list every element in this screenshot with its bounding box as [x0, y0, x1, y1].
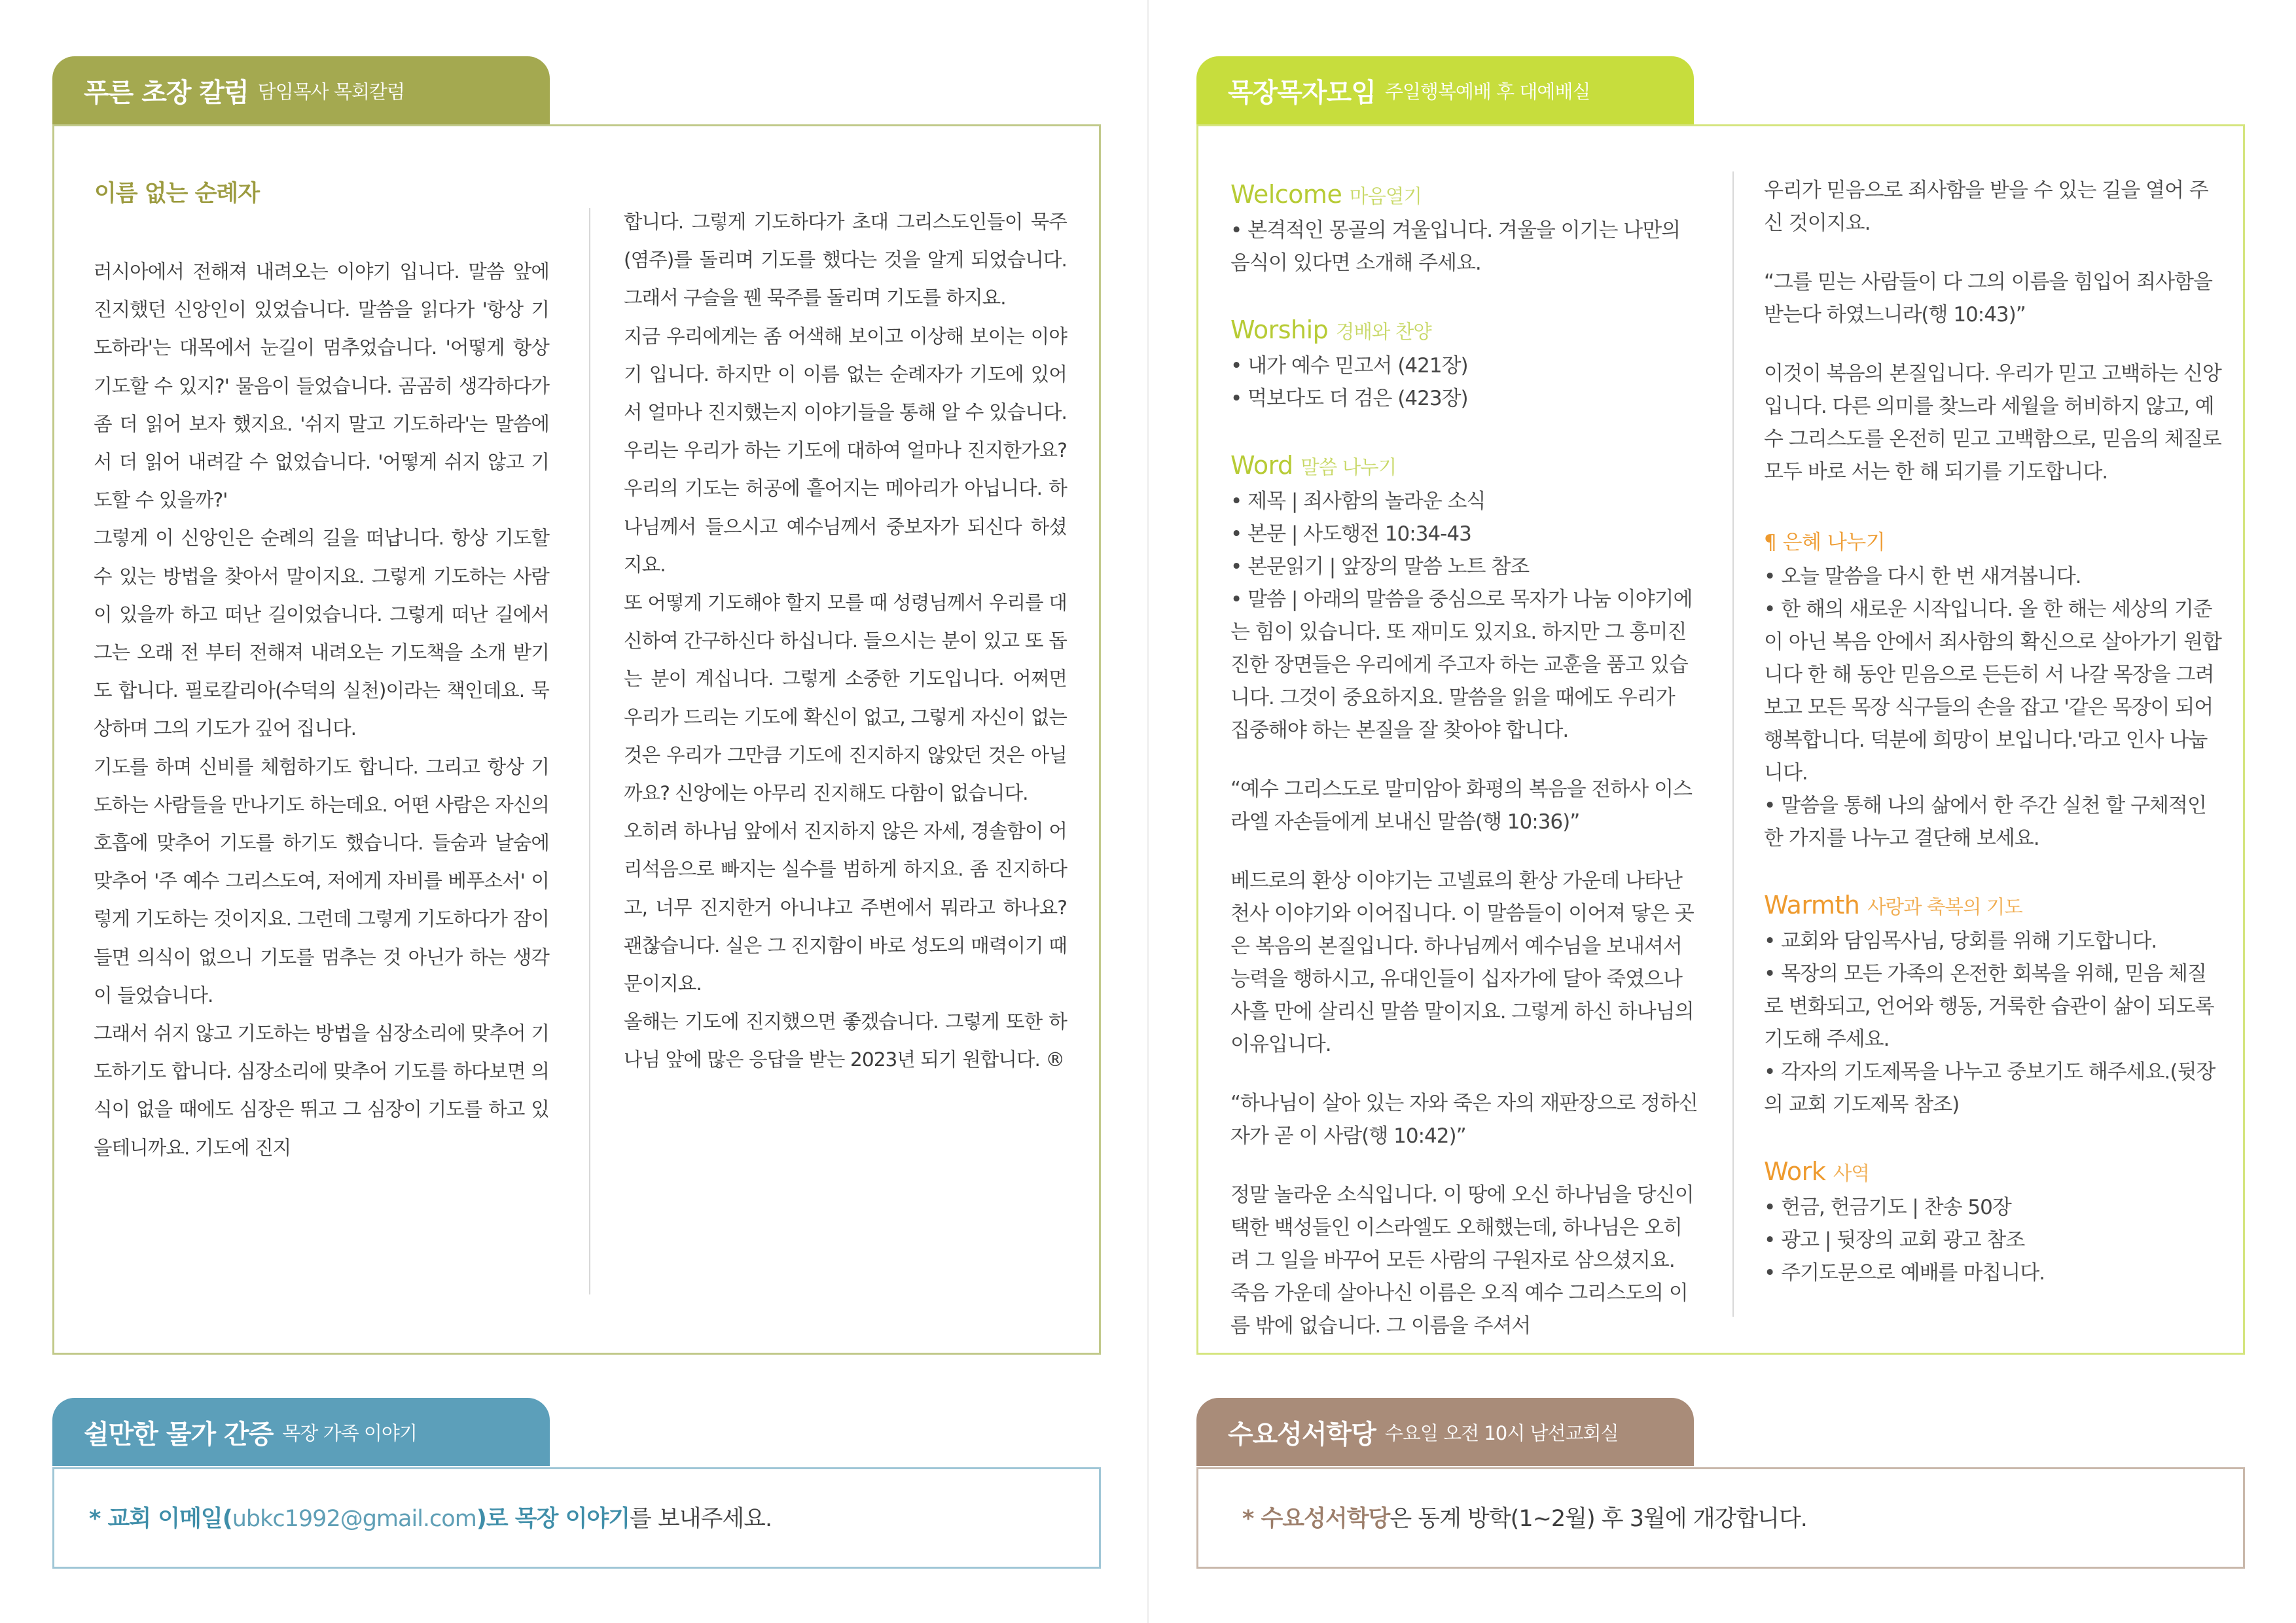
mokjang-column-2 [1764, 174, 2222, 1289]
mokjang-title: 목장목자모임 [1228, 77, 1376, 108]
work-item: • 헌금, 헌금기도 | 찬송 50장 [1764, 1196, 2011, 1219]
article-paragraph: 또 어떻게 기도해야 할지 모를 때 성령님께서 우리를 대신하여 간구하신다 하십니다. 들으시는 분이 있고 또 돕는 분이 계십니다. 그렇게 소중한 기도입니다. 어쩌면 우리가 드리는 기도에 확신이 없고, 그렇게 자신이 없는 것은 우리가 그만큼 기도에 진지하지 않았던 것은 아닐까요? 신앙에는 아무리 진지해도 다함이 없습니다. [624, 592, 1067, 805]
testimony-title: 쉴만한 물가 간증 [84, 1419, 274, 1450]
article-paragraph: 지금 우리에게는 좀 어색해 보이고 이상해 보이는 이야기 입니다. 하지만 이 이름 없는 순례자가 기도에 있어서 얼마나 진지했는지 이야기들을 통해 알 수 있습니다. 우리는 우리가 하는 기도에 대하여 얼마나 진지한가요? 우리의 기도는 허공에 흩어지는 메아리가 아닙니다. 하나님께서 들으시고 예수님께서 중보자가 되신다 하셨지요. [624, 325, 1067, 576]
word-item: • 말씀 | 아래의 말씀을 중심으로 목자가 나눔 이야기에는 힘이 있습니다. 또 재미도 있지요. 하지만 그 흥미진진한 장면들은 우리에게 주고자 하는 교훈을 품고 있습니다. 그것이 중요하지요. 말씀을 읽을 때에도 우리가 집중해야 하는 본질을 잘 찾아야 합니다. [1230, 588, 1693, 742]
article-paragraph: 합니다. 그렇게 기도하다가 초대 그리스도인들이 묵주(염주)를 돌리며 기도를 했다는 것을 알게 되었습니다. 그래서 구슬을 꿴 묵주를 돌리며 기도를 하지요. [624, 211, 1067, 310]
pastor-column-tab [52, 56, 550, 124]
work-item: • 주기도문으로 예배를 마칩니다. [1764, 1261, 2045, 1285]
word-paragraph: 이것이 복음의 본질입니다. 우리가 믿고 고백하는 신앙입니다. 다른 의미를 찾느라 세월을 허비하지 않고, 예수 그리스도를 온전히 믿고 고백함으로, 믿음의 체질로 모두 바로 서는 한 해 되기를 기도합니다. [1764, 362, 2221, 484]
scripture-quote: “그를 믿는 사람들이 다 그의 이름을 힘입어 죄사함을 받는다 하였느니라(행 10:43)” [1764, 270, 2212, 327]
worship-item: • 먹보다도 더 검은 (423장) [1230, 387, 1468, 410]
column-divider [1732, 171, 1734, 1317]
article-paragraph: 올해는 기도에 진지했으면 좋겠습니다. 그렇게 또한 하나님 앞에 많은 응답을 받는 2023년 되기 원합니다. ® [624, 1010, 1067, 1071]
grace-heading: ¶ 은혜 나누기 [1764, 531, 1886, 554]
word-heading: Word 말씀 나누기 [1230, 451, 1397, 480]
grace-item: • 오늘 말씀을 다시 한 번 새겨봅니다. [1764, 565, 2081, 588]
scripture-quote: “하나님이 살아 있는 자와 죽은 자의 재판장으로 정하신 자가 곧 이 사람(행 10:42)” [1230, 1092, 1698, 1148]
mokjang-subtitle: 주일행복예배 후 대예배실 [1384, 80, 1590, 103]
page-fold-divider [1147, 0, 1149, 1623]
mokjang-column-1 [1230, 177, 1698, 1342]
wednesday-subtitle: 수요일 오전 10시 남선교회실 [1384, 1421, 1619, 1444]
work-item: • 광고 | 뒷장의 교회 광고 참조 [1764, 1228, 2025, 1252]
article-paragraph: 그래서 쉬지 않고 기도하는 방법을 심장소리에 맞추어 기도하기도 합니다. 심장소리에 맞추어 기도를 하다보면 의식이 없을 때에도 심장은 뛰고 그 심장이 기도를 하고 있을테니까요. 기도에 진지 [94, 1022, 549, 1159]
wednesday-note: * 수요성서학당은 동계 방학(1~2월) 후 3월에 개강합니다. [1242, 1506, 1807, 1532]
warmth-item: • 교회와 담임목사님, 당회를 위해 기도합니다. [1764, 929, 2157, 953]
testimony-tab [52, 1398, 550, 1466]
worship-item: • 내가 예수 믿고서 (421장) [1230, 354, 1468, 378]
word-paragraph: 정말 놀라운 소식입니다. 이 땅에 오신 하나님을 당신이 택한 백성들인 이스라엘도 오해했는데, 하나님은 오히려 그 일을 바꾸어 모든 사람의 구원자로 삼으셨지요. 죽음 가운데 살아나신 이름은 오직 예수 그리스도의 이름 밖에 없습니다. 그 이름을 주셔서 [1230, 1183, 1694, 1338]
article-paragraph: 오히려 하나님 앞에서 진지하지 않은 자세, 경솔함이 어리석음으로 빠지는 실수를 범하게 하지요. 좀 진지하다고, 너무 진지한거 아니냐고 주변에서 뭐라고 하나요? 괜찮습니다. 실은 그 진지함이 바로 성도의 매력이기 때문이지요. [624, 820, 1067, 995]
article-paragraph: 그렇게 이 신앙인은 순례의 길을 떠납니다. 항상 기도할 수 있는 방법을 찾아서 말이지요. 그렇게 기도하는 사람이 있을까 하고 떠난 길이었습니다. 그렇게 떠난 길에서 그는 오래 전 부터 전해져 내려오는 기도책을 소개 받기도 합니다. 필로칼리아(수덕의 실천)이라는 책인데요. 묵상하며 그의 기도가 깊어 집니다. [94, 527, 549, 740]
wednesday-bible-tab [1196, 1398, 1694, 1466]
word-item: • 제목 | 죄사함의 놀라운 소식 [1230, 490, 1486, 513]
article-paragraph: 기도를 하며 신비를 체험하기도 합니다. 그리고 항상 기도하는 사람들을 만나기도 하는데요. 어떤 사람은 자신의 호흡에 맞추어 기도를 하기도 했습니다. 들숨과 날숨에 맞추어 '주 예수 그리스도여, 저에게 자비를 베푸소서' 이렇게 기도하는 것이지요. 그런데 그렇게 기도하다가 잠이 들면 의식이 없으니 기도를 멈추는 것 아닌가 하는 생각이 들었습니다. [94, 755, 549, 1007]
word-paragraph: 우리가 믿음으로 죄사함을 받을 수 있는 길을 열어 주신 것이지요. [1764, 179, 2208, 235]
pastor-column-subtitle: 담임목사 목회칼럼 [257, 80, 405, 103]
work-heading: Work 사역 [1764, 1157, 1869, 1186]
article-column-1 [94, 253, 549, 1167]
pastor-column-title: 푸른 초장 칼럼 [84, 77, 249, 108]
article-paragraph: 러시아에서 전해져 내려오는 이야기 입니다. 말씀 앞에 진지했던 신앙인이 있었습니다. 말씀을 읽다가 '항상 기도하라'는 대목에서 눈길이 멈추었습니다. '어떻게 항상 기도할 수 있지?' 물음이 들었습니다. 곰곰히 생각하다가 좀 더 읽어 보자 했지요. '쉬지 말고 기도하라'는 말씀에서 더 읽어 내려갈 수 없었습니다. '어떻게 쉬지 않고 기도할 수 있을까?' [94, 260, 549, 512]
wednesday-title: 수요성서학당 [1228, 1419, 1376, 1450]
scripture-quote: “예수 그리스도로 말미암아 화평의 복음을 전하사 이스라엘 자손들에게 보내신 말씀(행 10:36)” [1230, 777, 1692, 834]
welcome-heading: Welcome 마음열기 [1230, 180, 1422, 209]
mokjang-meeting-tab [1196, 56, 1694, 124]
grace-item: • 한 해의 새로운 시작입니다. 올 한 해는 세상의 기준이 아닌 복음 안에서 죄사함의 확신으로 살아가기 원합니다 한 해 동안 믿음으로 든든히 서 나갈 목장을 그려보고 모든 목장 식구들의 손을 잡고 '같은 목장이 되어 행복합니다. 덕분에 희망이 보입니다.'라고 인사 나눕니다. [1764, 597, 2221, 785]
church-email-link[interactable]: ubkc1992@gmail.com [232, 1506, 476, 1532]
welcome-item: • 본격적인 몽골의 겨울입니다. 겨울을 이기는 나만의 음식이 있다면 소개해 주세요. [1230, 219, 1681, 275]
testimony-note: * 교회 이메일(ubkc1992@gmail.com)로 목장 이야기를 보내주세요. [89, 1506, 772, 1532]
warmth-item: • 목장의 모든 가족의 온전한 회복을 위해, 믿음 체질로 변화되고, 언어와 행동, 거룩한 습관이 삶이 되도록 기도해 주세요. [1764, 962, 2214, 1051]
worship-heading: Worship 경배와 찬양 [1230, 315, 1431, 344]
word-item: • 본문읽기 | 앞장의 말씀 노트 참조 [1230, 555, 1530, 579]
word-item: • 본문 | 사도행전 10:34-43 [1230, 522, 1471, 546]
word-paragraph: 베드로의 환상 이야기는 고넬료의 환상 가운데 나타난 천사 이야기와 이어집니다. 이 말씀들이 이어져 닿은 곳은 복음의 본질입니다. 하나님께서 예수님을 보내셔서 능력을 행하시고, 유대인들이 십자가에 달아 죽였으나 사흘 만에 살리신 말씀 말이지요. 그렇게 하신 하나님의 이유입니다. [1230, 869, 1694, 1056]
column-divider [589, 208, 590, 1294]
warmth-heading: Warmth 사랑과 축복의 기도 [1764, 891, 2022, 919]
article-column-2 [624, 203, 1067, 1079]
testimony-subtitle: 목장 가족 이야기 [282, 1421, 417, 1444]
article-title: 이름 없는 순례자 [94, 181, 260, 207]
warmth-item: • 각자의 기도제목을 나누고 중보기도 해주세요.(뒷장의 교회 기도제목 참조) [1764, 1060, 2215, 1116]
grace-item: • 말씀을 통해 나의 삶에서 한 주간 실천 할 구체적인 한 가지를 나누고 결단해 보세요. [1764, 794, 2206, 850]
